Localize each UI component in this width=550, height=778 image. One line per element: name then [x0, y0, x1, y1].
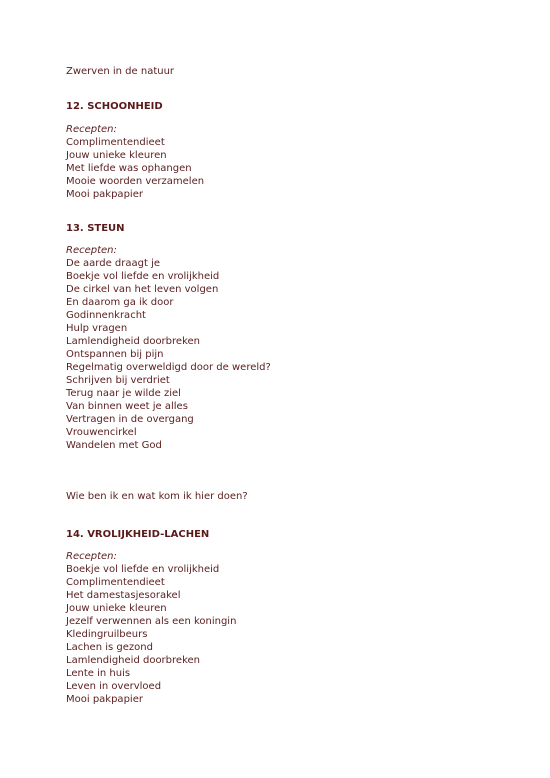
recipe-list-schoonheid: [66, 136, 204, 201]
list-item: Lente in huis: [66, 668, 131, 679]
list-item: Mooi pakpapier: [66, 189, 143, 200]
list-item: Vrouwencirkel: [66, 427, 137, 438]
list-item: De aarde draagt je: [66, 258, 160, 269]
list-item: En daarom ga ik door: [66, 297, 174, 308]
section-heading-schoonheid: 12. SCHOONHEID: [66, 101, 163, 112]
list-item: Mooi pakpapier: [66, 694, 143, 705]
recepten-label-schoonheid: Recepten:: [66, 124, 117, 135]
list-item: Godinnenkracht: [66, 310, 146, 321]
list-item: Leven in overvloed: [66, 681, 162, 692]
list-item: Met liefde was ophangen: [66, 163, 192, 174]
list-item: Lachen is gezond: [66, 642, 153, 653]
list-item: Lamlendigheid doorbreken: [66, 655, 200, 666]
section-heading-steun: 13. STEUN: [66, 223, 125, 234]
list-item: Jezelf verwennen als een koningin: [66, 616, 237, 627]
list-item: Regelmatig overweldigd door de wereld?: [66, 362, 271, 373]
list-item: De cirkel van het leven volgen: [66, 284, 219, 295]
list-item: Boekje vol liefde en vrolijkheid: [66, 564, 220, 575]
list-item: Terug naar je wilde ziel: [66, 388, 181, 399]
list-item: Boekje vol liefde en vrolijkheid: [66, 271, 220, 282]
middle-line: Wie ben ik en wat kom ik hier doen?: [66, 491, 248, 502]
list-item: Kledingruilbeurs: [66, 629, 148, 640]
list-item: Complimentendieet: [66, 577, 165, 588]
list-item: Jouw unieke kleuren: [66, 150, 167, 161]
intro-line: Zwerven in de natuur: [66, 66, 175, 77]
list-item: Hulp vragen: [66, 323, 128, 334]
section-heading-vrolijkheid-lachen: 14. VROLIJKHEID-LACHEN: [66, 529, 210, 540]
recipe-list-steun: [66, 257, 271, 452]
list-item: Complimentendieet: [66, 137, 165, 148]
recepten-label-vrolijkheid-lachen: Recepten:: [66, 551, 117, 562]
list-item: Vertragen in de overgang: [66, 414, 194, 425]
list-item: Mooie woorden verzamelen: [66, 176, 205, 187]
recepten-label-steun: Recepten:: [66, 245, 117, 256]
list-item: Van binnen weet je alles: [66, 401, 188, 412]
list-item: Schrijven bij verdriet: [66, 375, 170, 386]
list-item: Jouw unieke kleuren: [66, 603, 167, 614]
list-item: Het damestasjesorakel: [66, 590, 181, 601]
list-item: Ontspannen bij pijn: [66, 349, 164, 360]
recipe-list-vrolijkheid-lachen: [66, 563, 236, 706]
list-item: Wandelen met God: [66, 440, 162, 451]
list-item: Lamlendigheid doorbreken: [66, 336, 200, 347]
